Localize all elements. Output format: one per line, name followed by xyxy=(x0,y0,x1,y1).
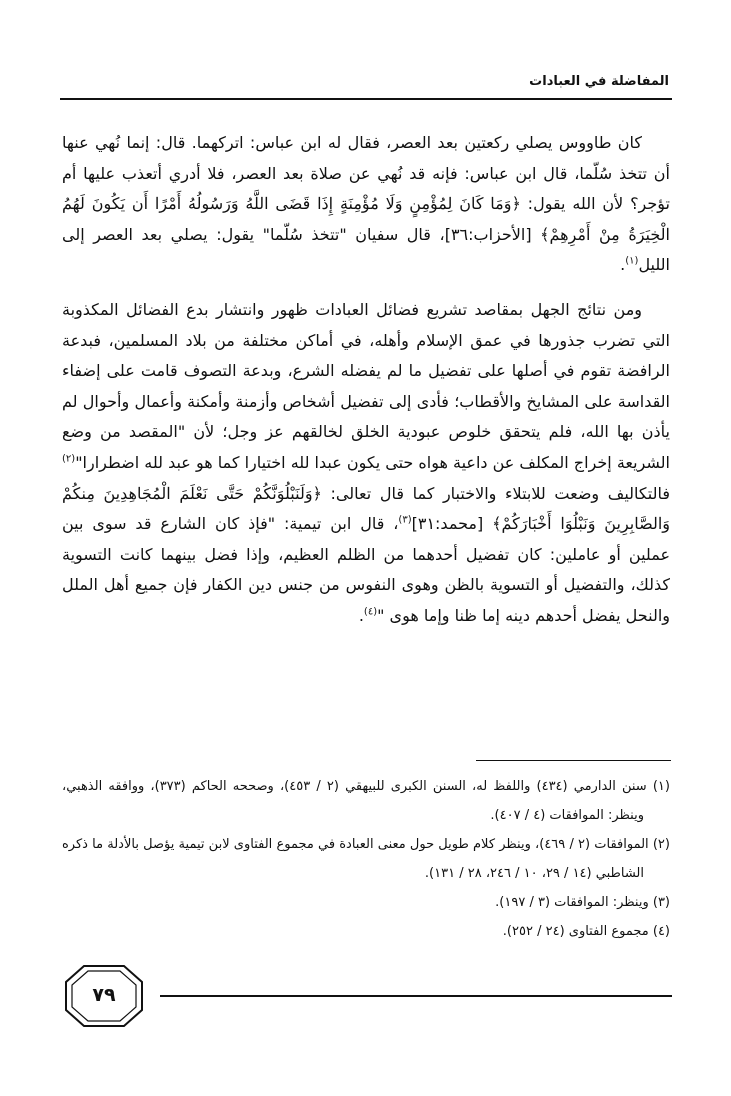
paragraph-2-text-a: ومن نتائج الجهل بمقاصد تشريع فضائل العبادات ظهور وانتشار بدع الفضائل المكذوبة التي تضرب جذورها في عمق الإسلام وأهله، في أماكن مختلفة من بلاد المسلمين، فبدعة الرافضة تقوم في أصلها على تفضيل ما لم يفضله الشرع، وبدعة التصوف قامت على إضفاء القداسة على المشايخ والأقطاب؛ فأدى إلى تفضيل أشخاص وأزمنة وأمكنة وأعمال وأحوال لم يأذن بها الله، فلم يتحقق خلوص عبودية الخلق لخالقهم عز وجل؛ لأن "المقصد من وضع الشريعة إخراج المكلف عن داعية هواه حتى يكون عبدا لله اختيارا كما هو عبد لله اضطرارا" xyxy=(62,299,670,472)
paragraph-1-text-a: كان طاووس يصلي ركعتين بعد العصر، فقال له ابن عباس: اتركهما. قال: إنما نُهي عنها أن تتخذ سُلّما، قال ابن عباس: فإنه قد نُهي عن صلاة بعد العصر، فلا أدري أتعذب عليها أم تؤجر؟ لأن الله يقول: xyxy=(62,133,670,214)
quran-verse-1: ﴿وَمَا كَانَ لِمُؤْمِنٍ وَلَا مُؤْمِنَةٍ إِذَا قَضَى اللَّهُ وَرَسُولُهُ أَمْرًا أَن يَكُونَ لَهُمُ الْخِيَرَةُ مِنْ أَمْرِهِمْ﴾ xyxy=(62,194,671,244)
footer-divider xyxy=(160,995,672,997)
paragraph-2-text-c: [محمد:٣١] xyxy=(411,514,493,534)
paragraph-1 xyxy=(62,128,670,281)
page-number: ٧٩ xyxy=(92,984,116,1006)
footnote-divider xyxy=(476,760,671,761)
paragraph-2-end: . xyxy=(358,605,364,625)
main-text xyxy=(62,128,670,632)
quran-verse-2: ﴿وَلَنَبْلُوَنَّكُمْ حَتَّى نَعْلَمَ الْمُجَاهِدِينَ مِنكُمْ وَالصَّابِرِينَ وَنَبْلُوَا أَخْبَارَكُمْ﴾ xyxy=(62,483,671,534)
footnote-3: (٣) وينظر: الموافقات (٣ / ١٩٧). xyxy=(495,895,670,910)
footnote-2: (٢) الموافقات (٢ / ٤٦٩)، وينظر كلام طويل حول معنى العبادة في مجموع الفتاوى لابن تيمية يؤصل بالأدلة ما ذكره الشاطبي (١٤ / ٢٩، ١٠ / ٢٤٦، ٢٨ / ١٣١). xyxy=(62,837,670,881)
footnote-4: (٤) مجموع الفتاوى (٢٤ / ٢٥٢). xyxy=(502,924,670,939)
running-title: المفاضلة في العبادات xyxy=(529,74,669,89)
footnote-1: (١) سنن الدارمي (٤٣٤) واللفظ له، السنن الكبرى للبيهقي (٢ / ٤٥٣)، وصححه الحاكم (٣٧٣)، ووافقه الذهبي، وينظر: الموافقات (٤ / ٤٠٧). xyxy=(62,779,670,823)
page-number-badge xyxy=(62,962,146,1030)
footnote-ref-4[interactable]: (٤) xyxy=(363,606,378,618)
footnotes xyxy=(62,772,670,946)
paragraph-2 xyxy=(62,295,670,632)
paragraph-1-end: . xyxy=(620,255,626,275)
paragraph-2-text-d: ، قال ابن تيمية: "فإذ كان الشارع قد سوى بين عملين أو عاملين: كان تفضيل أحدهما من الظلم العظيم، وإذا فضل بينهما كانت التسوية كذلك، والتفضيل أو التسوية بالظن وهوى النفوس من جنس دين الكفار فإن جميع أهل الملل والنحل يفضل أحدهم دينه إما ظنا وإما هوى " xyxy=(62,514,670,625)
footnote-ref-1[interactable]: (١) xyxy=(625,256,639,268)
paragraph-2-text-b: فالتكاليف وضعت للابتلاء والاختبار كما قال تعالى: xyxy=(321,483,670,503)
header-divider xyxy=(60,98,672,100)
footnote-ref-3[interactable]: (٣) xyxy=(398,514,412,526)
footnote-ref-2[interactable]: (٢) xyxy=(62,453,76,465)
paragraph-1-text-b: [الأحزاب:٣٦]، قال سفيان "تتخذ سُلّما" يقول: يصلي بعد العصر إلى الليل xyxy=(62,224,670,275)
